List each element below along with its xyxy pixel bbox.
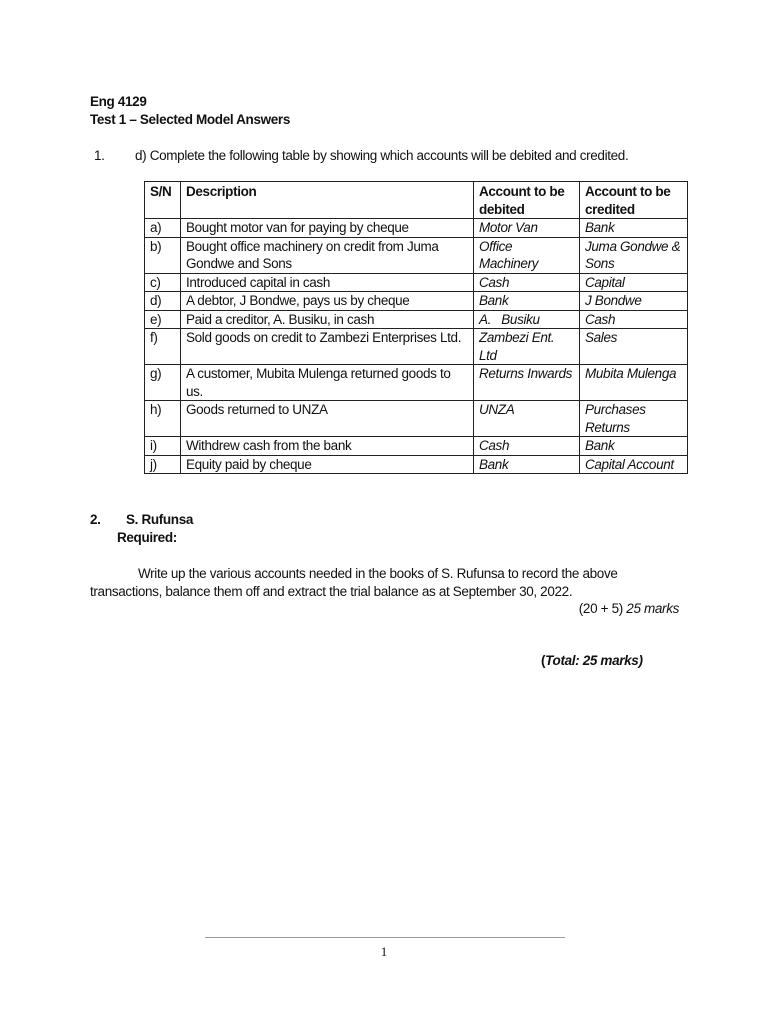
table-header-row <box>145 182 688 219</box>
row-description: A debtor, J Bondwe, pays us by cheque <box>181 292 474 311</box>
marks-value: 25 marks <box>626 601 679 616</box>
marks-line <box>500 601 679 616</box>
row-account-debited: Zambezi Ent. Ltd <box>474 329 580 365</box>
row-sn: d) <box>145 292 181 311</box>
table-row <box>145 365 688 401</box>
course-code: Eng 4129 <box>90 94 147 109</box>
table-row <box>145 329 688 365</box>
row-sn: g) <box>145 365 181 401</box>
row-description: Goods returned to UNZA <box>181 401 474 437</box>
row-sn: i) <box>145 437 181 456</box>
required-label: Required: <box>117 530 177 545</box>
row-account-debited: Bank <box>474 455 580 474</box>
row-sn: a) <box>145 219 181 238</box>
row-description: Paid a creditor, A. Busiku, in cash <box>181 310 474 329</box>
row-account-debited: Office Machinery <box>474 237 580 273</box>
table-row <box>145 219 688 238</box>
test-title: Test 1 – Selected Model Answers <box>90 112 290 127</box>
row-description: Equity paid by cheque <box>181 455 474 474</box>
total-marks-text: Total: 25 marks) <box>545 653 643 668</box>
row-account-credited: Mubita Mulenga <box>580 365 688 401</box>
row-sn: c) <box>145 273 181 292</box>
question-1-instruction: d) Complete the following table by showing which accounts will be debited and credited. <box>135 148 629 163</box>
row-account-credited: J Bondwe <box>580 292 688 311</box>
row-sn: h) <box>145 401 181 437</box>
row-sn: b) <box>145 237 181 273</box>
header-sn: S/N <box>145 182 181 219</box>
row-account-debited: UNZA <box>474 401 580 437</box>
row-account-credited: Bank <box>580 437 688 456</box>
header-account-debited: Account to be debited <box>474 182 580 219</box>
row-sn: e) <box>145 310 181 329</box>
row-sn: j) <box>145 455 181 474</box>
question-2-title: S. Rufunsa <box>126 512 194 527</box>
question-2-body-text: Write up the various accounts needed in the books of S. Rufunsa to record the above transactions, balance them off and extract the trial balance as at September 30, 2022. <box>90 566 618 599</box>
row-account-credited: Purchases Returns <box>580 401 688 437</box>
row-account-credited: Juma Gondwe & Sons <box>580 237 688 273</box>
table-row <box>145 273 688 292</box>
row-description: Sold goods on credit to Zambezi Enterprises Ltd. <box>181 329 474 365</box>
table-row <box>145 237 688 273</box>
table-row <box>145 455 688 474</box>
row-account-credited: Capital Account <box>580 455 688 474</box>
page-number: 1 <box>380 944 388 959</box>
row-account-debited: Cash <box>474 437 580 456</box>
table-row <box>145 292 688 311</box>
row-account-credited: Cash <box>580 310 688 329</box>
row-description: Withdrew cash from the bank <box>181 437 474 456</box>
total-marks-open-paren: ( <box>541 653 546 668</box>
table-row <box>145 401 688 437</box>
row-description: Bought office machinery on credit from Juma Gondwe and Sons <box>181 237 474 273</box>
row-sn: f) <box>145 329 181 365</box>
row-account-credited: Bank <box>580 219 688 238</box>
question-2-number: 2. <box>90 512 101 527</box>
row-description: A customer, Mubita Mulenga returned goods to us. <box>181 365 474 401</box>
header-description: Description <box>181 182 474 219</box>
row-description: Bought motor van for paying by cheque <box>181 219 474 238</box>
row-account-credited: Capital <box>580 273 688 292</box>
table-row <box>145 310 688 329</box>
row-account-debited: Returns Inwards <box>474 365 580 401</box>
row-account-credited: Sales <box>580 329 688 365</box>
question-2-body <box>90 565 690 601</box>
total-marks <box>541 653 643 668</box>
row-account-debited: Motor Van <box>474 219 580 238</box>
row-account-debited: Cash <box>474 273 580 292</box>
row-account-debited: Bank <box>474 292 580 311</box>
marks-breakdown: (20 + 5) <box>578 601 623 616</box>
row-account-debited: A. Busiku <box>474 310 580 329</box>
header-account-credited: Account to be credited <box>580 182 688 219</box>
question-1-number: 1. <box>94 148 105 163</box>
footer-divider <box>205 937 565 938</box>
accounts-table <box>144 181 688 474</box>
table-row <box>145 437 688 456</box>
row-description: Introduced capital in cash <box>181 273 474 292</box>
